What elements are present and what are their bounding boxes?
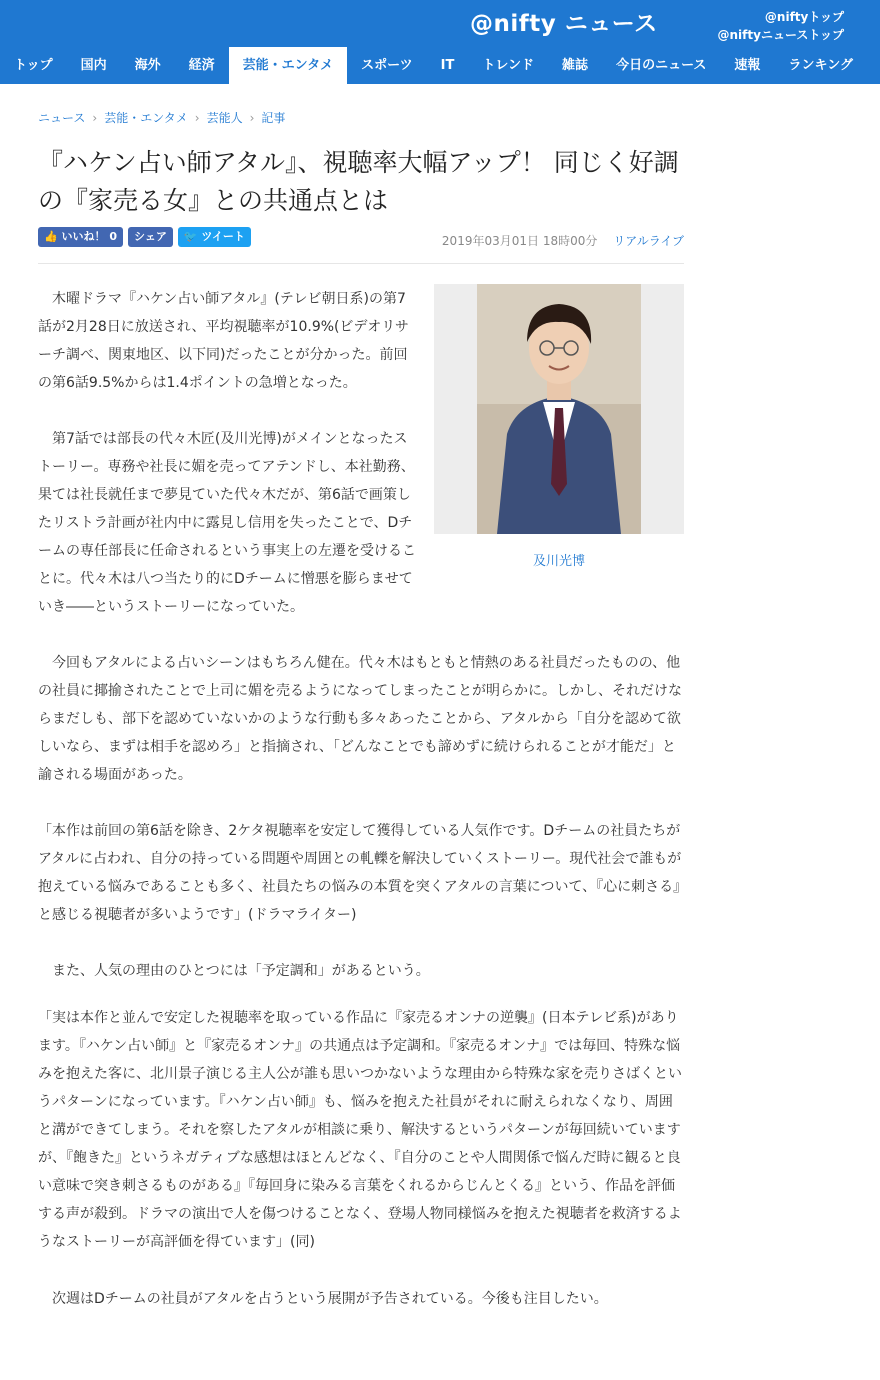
article-photo[interactable]	[434, 284, 684, 534]
twitter-bird-icon: 🐦	[183, 230, 198, 243]
article-figure	[434, 284, 684, 569]
article-paragraph: 第7話では部長の代々木匠(及川光博)がメインとなったストーリー。専務や社長に媚を売ってアテンドし、本社勤務、果ては社長就任まで夢見ていた代々木だが、第6話で画策したリストラ計画が社内中に露見し信用を失ったことで、Dチームの専任部長に任命されるという事実上の左遷を受けることに。代々木は八つ当たり的にDチームに憎悪を膨らませていき――というストーリーになっていた。	[38, 431, 416, 615]
like-button[interactable]	[38, 227, 123, 247]
article-paragraph: 次週はDチームの社員がアタルを占うという展開が予告されている。今後も注目したい。	[38, 1291, 608, 1307]
nav-item-trend[interactable]: トレンド	[482, 58, 535, 73]
photo-caption: 及川光博	[532, 554, 585, 569]
article-paragraph: 「実は本作と並んで安定した視聴率を取っている作品に『家売るオンナの逆襲』(日本テレビ系)があります。『ハケン占い師』と『家売るオンナ』の共通点は予定調和。『家売るオンナ』では毎回、特殊な悩みを抱えた客に、北川景子演じる主人公が誰も思いつかないような理由から特殊な家を売りさばくというパターンになっています。『ハケン占い師』も、悩みを抱えた社員がそれに耐えられなくなり、周囲と溝ができてしまう。それを察したアタルが相談に乗り、解決するというパターンが毎回続いていますが、『飽きた』というネガティブな感想はほとんどなく、『自分のことや人間関係で悩んだ時に観ると良い意味で突き刺さるものがある』『毎回身に染みる言葉をくれるからじんとくる』という、作品を評価する声が殺到。ドラマの演出で人を傷つけることなく、登場人物同様悩みを抱えた視聴者を救済するようなストーリーが高評価を得ています」(同)	[38, 1010, 682, 1250]
article-title: 『ハケン占い師アタル』、視聴率大幅アップ！ 同じく好調の『家売る女』との共通点とは	[38, 148, 679, 215]
social-buttons	[38, 227, 251, 247]
article-paragraph: 「本作は前回の第6話を除き、2ケタ視聴率を安定して獲得している人気作です。Dチームの社員たちがアタルに占われ、自分の持っている問題や周囲との軋轢を解決していくストーリー。現代社会で誰もが抱えている悩みであることも多く、社員たちの悩みの本質を突くアタルの言葉について、『心に刺さる』と感じる視聴者が多いようです」(ドラマライター)	[38, 823, 682, 923]
article-source[interactable]: リアルライブ	[613, 234, 684, 248]
nav-item-today-news[interactable]: 今日のニュース	[616, 58, 707, 73]
nav-item-top[interactable]: トップ	[14, 58, 53, 73]
nav-item-economy[interactable]: 経済	[188, 58, 215, 73]
nav-item-sports[interactable]: スポーツ	[361, 58, 413, 73]
article-meta	[442, 232, 684, 249]
chevron-right-icon: ›	[249, 111, 255, 125]
article-paragraph: 今回もアタルによる占いシーンはもちろん健在。代々木はもともと情熱のある社員だったものの、他の社員に揶揄されたことで上司に媚を売るようになってしまったことが明らかに。しかし、それだけならまだしも、部下を認めていないかのような行動も多々あったことから、アタルから「自分を認めて欲しいなら、まずは相手を認めろ」と指摘され、「どんなことでも諦めずに続けられることが才能だ」と諭される場面があった。	[38, 655, 682, 783]
nav-item-magazine[interactable]: 雑誌	[562, 58, 589, 73]
tweet-button[interactable]	[178, 227, 251, 247]
site-logo[interactable]: @nifty ニュース	[470, 11, 658, 37]
nav-item-overseas[interactable]: 海外	[134, 58, 161, 73]
thumbs-up-icon: 👍	[44, 230, 58, 243]
article-paragraph: 木曜ドラマ『ハケン占い師アタル』(テレビ朝日系)の第7話が2月28日に放送され、平均視聴率が10.9%(ビデオリサーチ調べ、関東地区、以下同)だったことが分かった。前回の第6話9.5%からは1.4ポイントの急増となった。	[38, 291, 409, 391]
nav-item-it[interactable]: IT	[440, 58, 455, 73]
like-count: 0	[109, 230, 118, 243]
nifty-top-link[interactable]: @niftyトップ	[764, 10, 844, 24]
nav-item-domestic[interactable]: 国内	[80, 58, 107, 73]
chevron-right-icon: ›	[194, 111, 200, 125]
breadcrumb-entertainment[interactable]: 芸能・エンタメ	[104, 111, 188, 125]
divider	[38, 263, 684, 264]
article-paragraph: また、人気の理由のひとつには「予定調和」があるという。	[38, 963, 430, 979]
nifty-news-top-link[interactable]: @niftyニューストップ	[717, 28, 844, 42]
nav-item-breaking[interactable]: 速報	[734, 58, 761, 73]
article-date: 2019年03月01日 18時00分	[441, 234, 598, 248]
chevron-right-icon: ›	[92, 111, 98, 125]
breadcrumb-news[interactable]: ニュース	[38, 111, 86, 125]
nav-item-entertainment[interactable]: 芸能・エンタメ	[229, 47, 347, 84]
nav-item-ranking[interactable]: ランキング	[788, 58, 854, 73]
category-nav	[0, 47, 880, 84]
breadcrumb-article: 記事	[261, 111, 286, 125]
tweet-label: ツイート	[201, 230, 245, 243]
header-links	[718, 8, 844, 44]
breadcrumb-celebrity[interactable]: 芸能人	[206, 111, 243, 125]
site-header	[0, 0, 880, 84]
breadcrumb	[38, 109, 285, 126]
person-photo-illustration	[477, 284, 641, 534]
like-label: いいね！	[61, 230, 106, 243]
share-button[interactable]: シェア	[128, 227, 173, 247]
